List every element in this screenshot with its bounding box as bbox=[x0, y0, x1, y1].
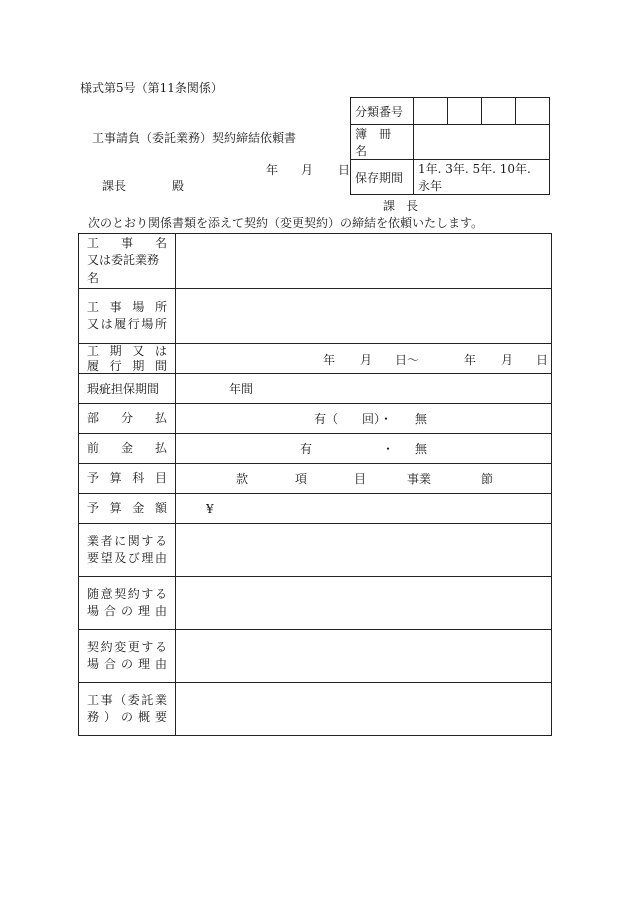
requester-division: 課 bbox=[383, 199, 396, 213]
partial-payment-count-unit: 回）・ bbox=[362, 412, 393, 426]
period-end-year: 年 bbox=[464, 353, 477, 367]
budget-item-label: 予 算 科 目 bbox=[79, 464, 176, 494]
negotiated-contract-label: 随 意 契 約 す る 場 合 の 理 由 bbox=[79, 577, 176, 630]
currency-symbol: ¥ bbox=[206, 502, 214, 516]
contractor-request-label: 業 者 に 関 す る 要 望 及 び 理 由 bbox=[79, 524, 176, 577]
date-day-label: 日 bbox=[338, 163, 351, 177]
advance-payment-field[interactable] bbox=[176, 434, 552, 464]
advance-payment-label: 前 金 払 bbox=[79, 434, 176, 464]
work-summary-label: 工 事 （ 委 託 業 務 ） の 概 要 bbox=[79, 683, 176, 736]
advance-payment-no: 無 bbox=[415, 442, 428, 456]
ledger-name-label: 簿 冊 名 bbox=[351, 125, 414, 160]
partial-payment-label: 部 分 払 bbox=[79, 404, 176, 434]
requester-chief: 長 bbox=[406, 199, 419, 213]
category-number-label: 分類番号 bbox=[351, 98, 414, 125]
warranty-period-field[interactable] bbox=[176, 374, 552, 404]
form-title: 工事請負（委託業務）契約締結依頼書 bbox=[92, 131, 297, 145]
period-start-month: 月 bbox=[360, 353, 373, 367]
category-number-cell[interactable] bbox=[482, 98, 516, 125]
period-start-day: 日〜 bbox=[395, 353, 420, 367]
date-month-label: 月 bbox=[301, 163, 314, 177]
work-summary-field[interactable] bbox=[176, 683, 552, 736]
work-period-field[interactable] bbox=[176, 344, 552, 374]
work-name-field[interactable] bbox=[176, 234, 552, 289]
classification-box bbox=[350, 97, 550, 195]
period-end-day: 日 bbox=[536, 353, 549, 367]
budget-amount-field[interactable] bbox=[176, 494, 552, 524]
addressee-title: 課長 bbox=[102, 179, 127, 193]
budget-setsu: 節 bbox=[481, 472, 494, 486]
budget-amount-label: 予 算 金 額 bbox=[79, 494, 176, 524]
period-end-month: 月 bbox=[501, 353, 514, 367]
retention-period-options[interactable]: 1年. 3年. 5年. 10年. 永年 bbox=[414, 160, 550, 195]
work-place-field[interactable] bbox=[176, 289, 552, 344]
budget-kou: 項 bbox=[295, 472, 308, 486]
retention-period-label: 保存期間 bbox=[351, 160, 414, 195]
budget-item-field[interactable] bbox=[176, 464, 552, 494]
budget-jigyou: 事業 bbox=[407, 472, 432, 486]
date-year-label: 年 bbox=[266, 163, 279, 177]
advance-payment-yes: 有 bbox=[300, 442, 313, 456]
contractor-request-field[interactable] bbox=[176, 524, 552, 577]
ledger-name-field[interactable] bbox=[414, 125, 550, 160]
contract-change-label: 契 約 変 更 す る 場 合 の 理 由 bbox=[79, 630, 176, 683]
period-start-year: 年 bbox=[323, 353, 336, 367]
contract-change-field[interactable] bbox=[176, 630, 552, 683]
budget-moku: 目 bbox=[354, 472, 367, 486]
contract-request-table bbox=[78, 233, 552, 736]
category-number-cell[interactable] bbox=[516, 98, 550, 125]
negotiated-contract-field[interactable] bbox=[176, 577, 552, 630]
partial-payment-yes: 有（ bbox=[314, 412, 339, 426]
category-number-cell[interactable] bbox=[448, 98, 482, 125]
work-period-label: 工 期 又 は 履 行 期 間 bbox=[79, 344, 176, 374]
advance-payment-separator: ・ bbox=[382, 442, 395, 456]
work-name-label: 工 事 名 又は委託業務名 bbox=[79, 234, 176, 289]
budget-kan: 款 bbox=[236, 472, 249, 486]
warranty-period-label: 瑕疵担保期間 bbox=[79, 374, 176, 404]
form-number: 様式第5号（第11条関係） bbox=[80, 81, 223, 95]
warranty-unit: 年間 bbox=[229, 382, 254, 396]
partial-payment-no: 無 bbox=[415, 412, 428, 426]
partial-payment-field[interactable] bbox=[176, 404, 552, 434]
addressee-honorific: 殿 bbox=[172, 179, 185, 193]
intro-text: 次のとおり関係書類を添えて契約（変更契約）の締結を依頼いたします。 bbox=[88, 216, 484, 230]
work-place-label: 工 事 場 所 又 は 履 行 場 所 bbox=[79, 289, 176, 344]
category-number-cell[interactable] bbox=[414, 98, 448, 125]
